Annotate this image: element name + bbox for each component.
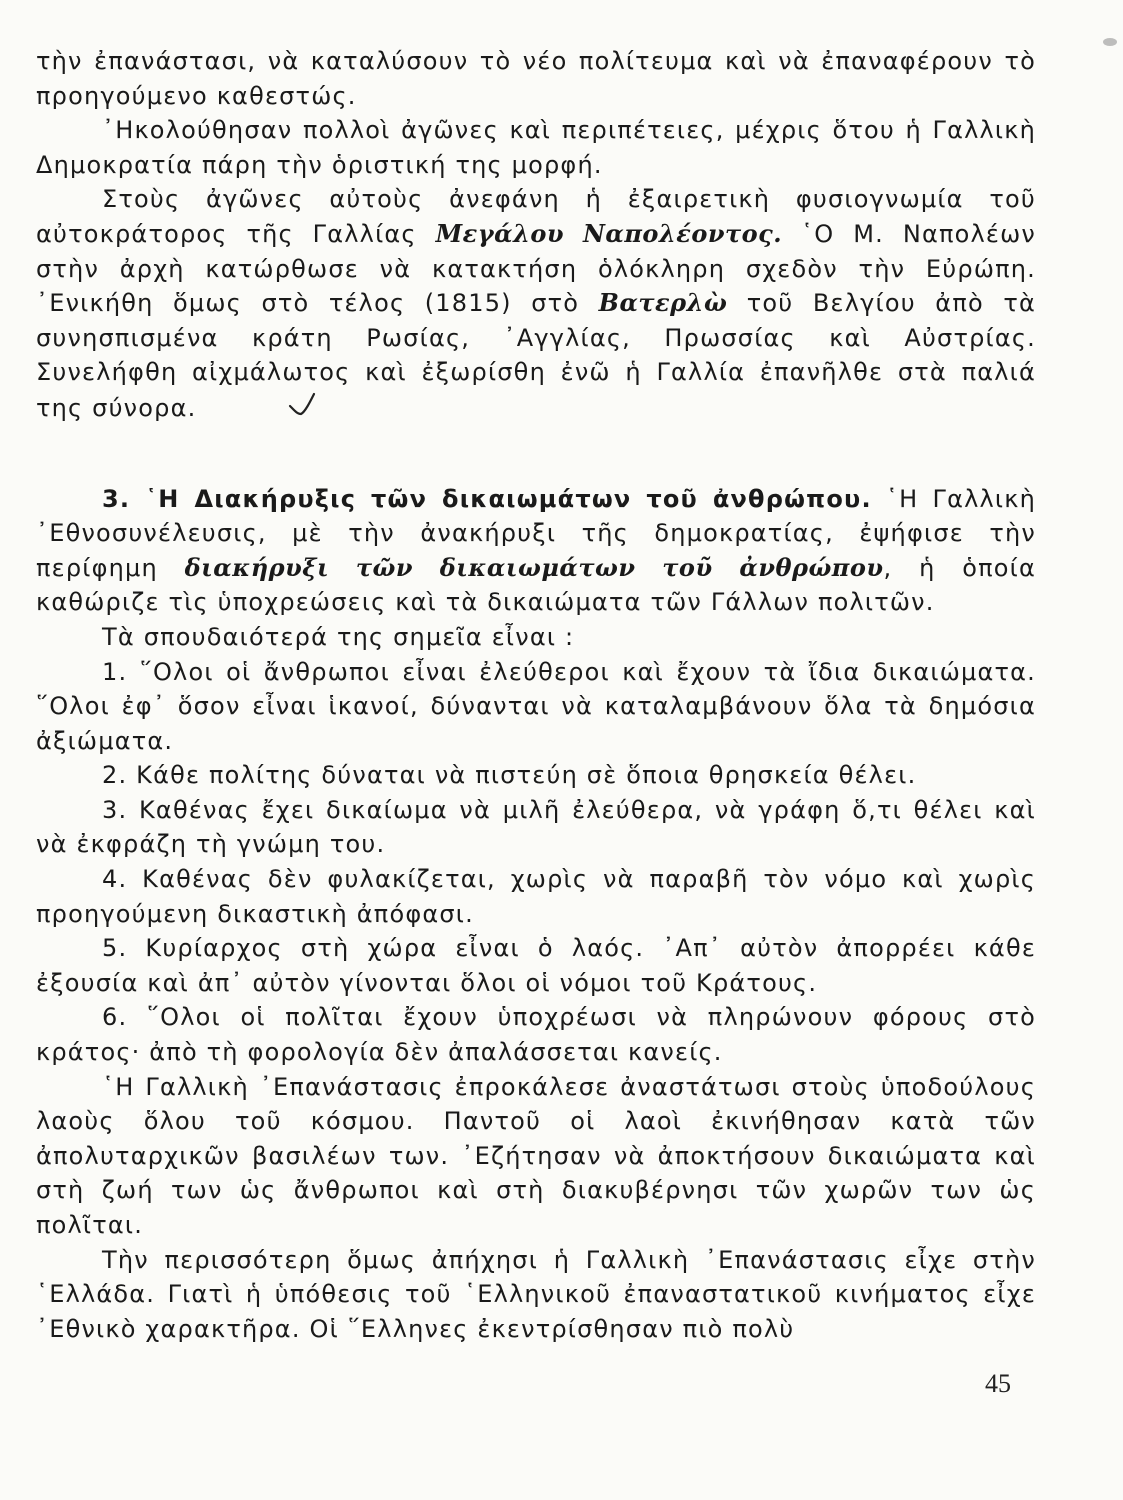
paragraph-3	[36, 182, 1036, 425]
paragraph-3-end: τοῦ Βελγίου ἀπὸ τὰ συνησπισμένα κράτη Ρωσίας, ᾿Αγγλίας, Πρωσσίας καὶ Αὐστρίας. Συνελήφθη αἰχμάλωτος καὶ ἐξωρίσθη ἐνῶ ἡ Γαλλία ἐπανῆλθε στὰ παλιά της σύνορα.	[36, 289, 1036, 422]
paragraph-3-middle: ῾Ο Μ. Ναπολέων στὴν ἀρχὴ κατώρθωσε νὰ κατακτήση ὁλόκληρη σχεδὸν τὴν Εὐρώπη. ᾿Ενικήθη ὅμως στὸ τέλος (1815) στὸ	[36, 219, 1037, 318]
paragraph-1: τὴν ἐπανάστασι, νὰ καταλύσουν τὸ νέο πολίτευμα καὶ νὰ ἐπαναφέρουν τὸ προηγούμενο καθεστώς.	[36, 47, 1036, 110]
paragraph-after-1: ῾Η Γαλλικὴ ᾿Επανάστασις ἐπροκάλεσε ἀναστάτωσι στοὺς ὑποδούλους λαοὺς ὅλου τοῦ κόσμου. Παντοῦ οἱ λαοὶ ἐκινήθησαν κατὰ τῶν ἀπολυταρχικῶν βασιλέων των. ᾿Εζήτησαν νὰ ἀποκτήσουν δικαιώματα καὶ στὴ ζωή των ὡς ἄνθρωποι καὶ στὴ διακυβέρνησι τῶν χωρῶν των ὡς πολῖται.	[36, 1072, 1036, 1239]
section-3-intro-start: ῾Η Γαλλικὴ ᾿Εθνοσυνέλευσις, μὲ τὴν ἀνακήρυξι τῆς δημοκρατίας, ἐψήφισε τὴν περίφημη	[36, 484, 1036, 582]
paragraph-after-2: Τὴν περισσότερη ὅμως ἀπήχησι ἡ Γαλλικὴ ᾿Επανάστασις εἶχε στὴν ῾Ελλάδα. Γιατὶ ἡ ὑπόθεσις τοῦ ῾Ελληνικοῦ ἐπαναστατικοῦ κινήματος εἶχε ᾿Εθνικὸ χαρακτῆρα. Οἱ ῞Ελληνες ἐκεντρίσθησαν πιὸ πολὺ	[36, 1245, 1036, 1343]
list-item: 1. ῞Ολοι οἱ ἄνθρωποι εἶναι ἐλεύθεροι καὶ ἔχουν τὰ ἴδια δικαιώματα. ῞Ολοι ἐφ᾿ ὅσον εἶναι ἱκανοί, δύνανται νὰ καταλαμβάνουν ὅλα τὰ δημόσια ἀξιώματα.	[36, 657, 1036, 755]
napoleon-emphasis: Μεγάλου Ναπολέοντος.	[435, 218, 783, 248]
section-3-intro-end: , ἡ ὁποία καθώριζε τὶς ὑποχρεώσεις καὶ τὰ δικαιώματα τῶν Γάλλων πολιτῶν.	[36, 553, 1037, 617]
paragraph-3-start: Στοὺς ἀγῶνες αὐτοὺς ἀνεφάνη ἡ ἐξαιρετικὴ φυσιογνωμία τοῦ αὐτοκράτορος τῆς Γαλλίας	[36, 185, 1036, 248]
paragraph-2: ᾿Ηκολούθησαν πολλοὶ ἀγῶνες καὶ περιπέτειες, μέχρις ὅτου ἡ Γαλλικὴ Δημοκρατία πάρη τὴν ὁριστική της μορφή.	[36, 116, 1036, 179]
list-item: 3. Καθένας ἔχει δικαίωμα νὰ μιλῆ ἐλεύθερα, νὰ γράφη ὅ,τι θέλει καὶ νὰ ἐκφράζη τὴ γνώμη του.	[36, 795, 1036, 859]
section-3-heading: 3. ῾Η Διακήρυξις τῶν δικαιωμάτων τοῦ ἀνθρώπου.	[102, 484, 872, 513]
checkmark-icon	[222, 392, 318, 428]
declaration-emphasis: διακήρυξι τῶν δικαιωμάτων τοῦ ἀνθρώπου	[184, 552, 884, 582]
list-item: 6. ῞Ολοι οἱ πολῖται ἔχουν ὑποχρέωσι νὰ πληρώνουν φόρους στὸ κράτος· ἀπὸ τὴ φορολογία δὲν ἀπαλάσσεται κανείς.	[36, 1003, 1036, 1067]
rights-list	[36, 655, 1036, 1070]
page-body	[36, 44, 1036, 1346]
section-3-intro	[36, 482, 1036, 620]
scan-speck	[1103, 38, 1117, 46]
points-intro: Τὰ σπουδαιότερά της σημεῖα εἶναι :	[102, 622, 575, 651]
list-item: 4. Καθένας δὲν φυλακίζεται, χωρὶς νὰ παραβῆ τὸν νόμο καὶ χωρὶς προηγούμενη δικαστικὴ ἀπόφασι.	[36, 865, 1036, 928]
list-item: 5. Κυρίαρχος στὴ χώρα εἶναι ὁ λαός. ᾿Απ᾿ αὐτὸν ἀπορρέει κάθε ἐξουσία καὶ ἀπ᾿ αὐτὸν γίνονται ὅλοι οἱ νόμοι τοῦ Κράτους.	[36, 934, 1036, 997]
list-item: 2. Κάθε πολίτης δύναται νὰ πιστεύη σὲ ὅποια θρησκεία θέλει.	[102, 761, 917, 790]
waterloo-emphasis: Βατερλὼ	[598, 288, 728, 318]
section-gap	[36, 426, 1036, 482]
page-number: 45	[985, 1369, 1011, 1398]
